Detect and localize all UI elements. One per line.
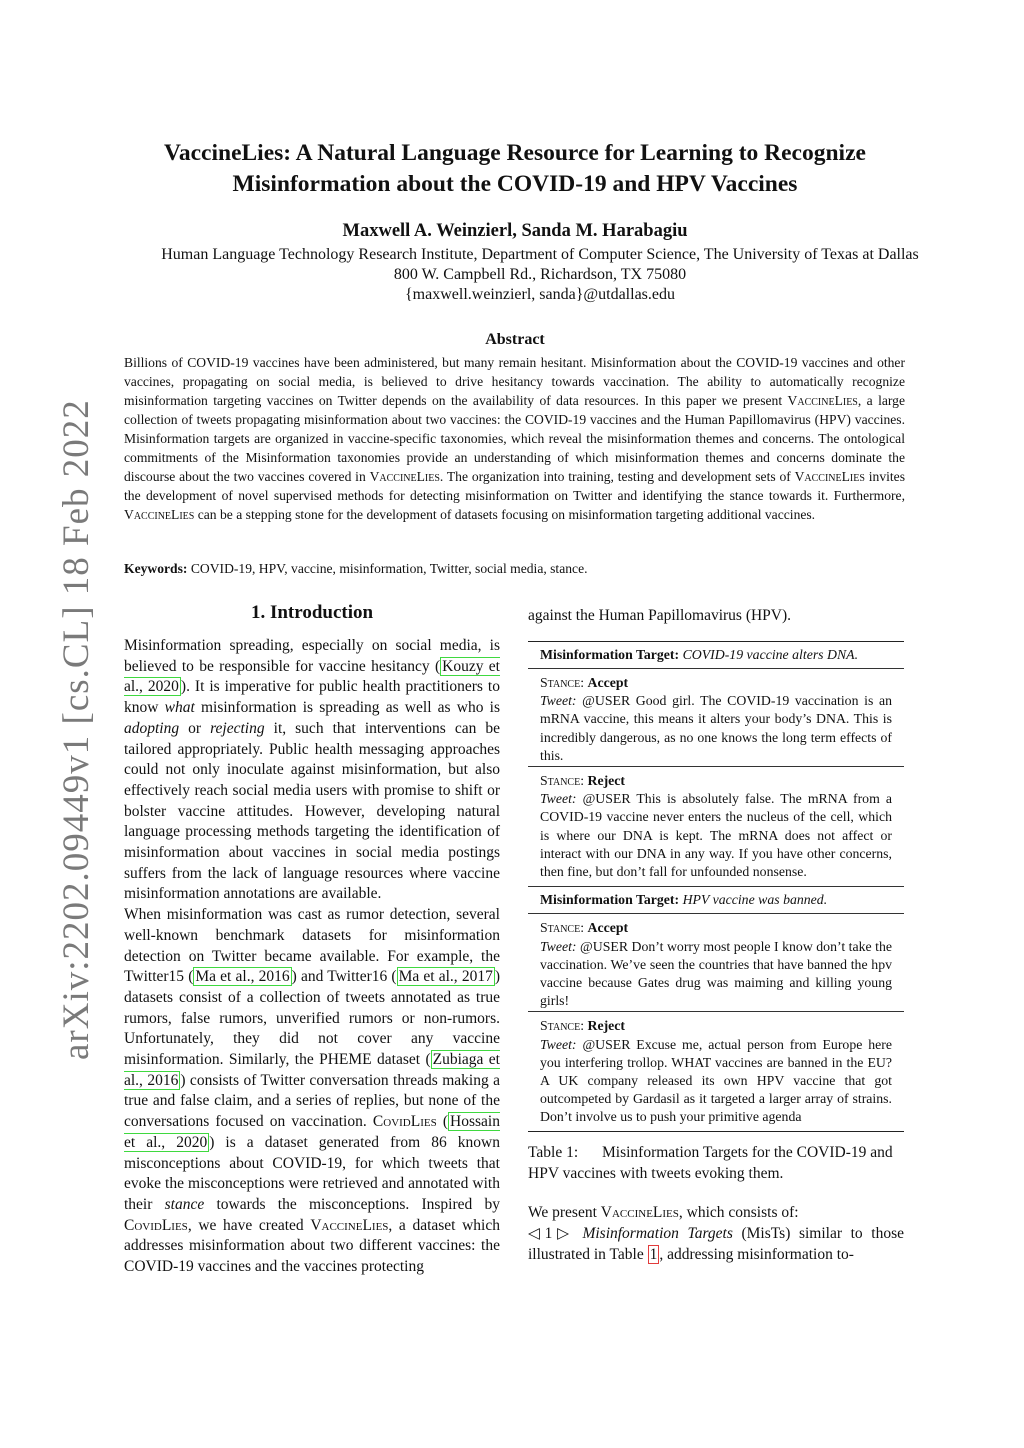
dataset-name: VaccineLies bbox=[310, 1216, 389, 1234]
misinformation-target-row: Misinformation Target: HPV vaccine was banned. bbox=[528, 886, 904, 914]
intro-paragraph-2: When misinformation was cast as rumor detection, several well-known benchmark datasets for misinformation detection on Twitter became available. For example, the Twitter15 ( Ma et al., 2016 ) and Twitter16 ( Ma et al., 2017 ) datasets consist of a collection of tweets annotated as true rumors, false rumors, unverified rumors or non-rumors. Unfortunately, they did not cover any vaccine misinformation. Similarly, the PHEME dataset ( Zubiaga et al., 2016 ) consists of Twitter conversation threads making a true and false claim, and a series of replies, but none of the conversations focused on vaccination. CovidLies ( Hossain et al., 2020 ) is a dataset generated from 86 known misconceptions about COVID-19, for which tweets that evoke the misconceptions were retrieved and annotated with their stance towards the misconceptions. Inspired by CovidLies, we have created VaccineLies, a dataset which addresses misinformation about two different vaccines: the COVID-19 vaccines and the vaccines protecting bbox=[124, 906, 501, 1276]
paper-title: VaccineLies: A Natural Language Resource for Learning to Recognize Misinformation about the COVID-19 and HPV Vaccines bbox=[164, 140, 866, 197]
intro-paragraph-1: Misinformation spreading, especially on social media, is believed to be responsible for vaccine hesitancy ( Kouzy et al., 2020 ). It is imperative for public health practitioners to know what misinformation is spreading as well as who is adopting or rejecting it, such that interventions can be tailored appropriately. Public health messaging approaches could not only inoculate against misinformation, but also effectively reach social media users with promise to shift or bolster vaccine attitudes. However, developing natural language processing methods targeting the identification of misinformation about vaccines in social media postings suffers from the lack of language resources where vaccine misinformation annotations are available. bbox=[124, 637, 500, 903]
citation-link[interactable]: Ma et al., 2017 bbox=[398, 968, 493, 986]
list-marker: ◁1▷ bbox=[528, 1224, 574, 1242]
citation-link[interactable]: Ma et al., 2016 bbox=[195, 968, 290, 986]
dataset-name: VaccineLies bbox=[124, 507, 195, 522]
keywords bbox=[124, 561, 905, 577]
dataset-name: VaccineLies bbox=[369, 469, 440, 484]
affiliation-email: {maxwell.weinzierl, sanda}@utdallas.edu bbox=[404, 286, 675, 303]
section-heading-introduction: 1. Introduction bbox=[250, 602, 374, 623]
citation-link[interactable]: Zubiaga et al., 2016 bbox=[124, 1051, 500, 1089]
stance-entry: Stance: Accept Tweet: @USER Don’t worry most people I know don’t take the vaccination. We’ve seen the countries that have banned the hpv vaccine because Gates drug was maiming and killing young girls! bbox=[540, 920, 892, 1009]
affiliation bbox=[40, 245, 1024, 305]
abstract-heading: Abstract bbox=[485, 331, 545, 348]
table-caption: Table 1: Misinformation Targets for the COVID-19 and HPV vaccines with tweets evoking them. bbox=[528, 1143, 893, 1182]
continuation-text: against the Human Papillomavirus (HPV). bbox=[528, 607, 792, 624]
table-1 bbox=[528, 641, 904, 1132]
affiliation-address: 800 W. Campbell Rd., Richardson, TX 75080 bbox=[393, 266, 687, 283]
contributions-paragraph: We present VaccineLies, which consists of: ◁1▷ Misinformation Targets (MisTs) similar to those illustrated in Table 1 , addressing misinformation to- bbox=[528, 1203, 905, 1263]
dataset-name: CovidLies bbox=[124, 1216, 188, 1234]
keywords-label: Keywords: bbox=[124, 561, 188, 576]
citation-link[interactable]: Hossain et al., 2020 bbox=[124, 1113, 500, 1151]
abstract-body: Billions of COVID-19 vaccines have been administered, but many remain hesitant. Misinformation about the COVID-19 vaccines and other vaccines, propagating on social media, is believed to drive hesitancy towards vaccination. The ability to automatically recognize misinformation targeting vaccines on Twitter depends on the availability of data resources. In this paper we present VaccineLies, a large collection of tweets propagating misinformation about two vaccines: the COVID-19 vaccines and the Human Papillomavirus (HPV) vaccines. Misinformation targets are organized in vaccine-specific taxonomies, which reveal the misinformation themes and concerns. The ontological commitments of the Misinformation taxonomies provide an understanding of which misinformation themes and concerns dominate the discourse about the two vaccines covered in VaccineLies. The organization into training, testing and development sets of VaccineLies invites the development of novel supervised methods for detecting misinformation on Twitter and identifying the stance towards it. Furthermore, VaccineLies can be a stepping stone for the development of datasets focusing on misinformation targeting additional vaccines. bbox=[124, 355, 906, 522]
arxiv-identifier: arXiv:2202.09449v1 [cs.CL] 18 Feb 2022 bbox=[56, 399, 97, 1060]
paper-authors: Maxwell A. Weinzierl, Sanda M. Harabagiu bbox=[342, 221, 688, 241]
table-reference-link[interactable]: 1 bbox=[649, 1245, 658, 1263]
dataset-name: VaccineLies bbox=[794, 469, 865, 484]
left-column bbox=[124, 600, 500, 1278]
stance-entry: Stance: Reject Tweet: @USER Excuse me, actual person from Europe here you interfering trollop. WHAT vaccines are banned in the EU? A UK company released its own HPV vaccine that got outcompeted by Gardasil as it targeted a larger array of strains. Don’t involve us to push your primitive agenda bbox=[528, 1011, 904, 1130]
citation-link[interactable]: Kouzy et al., 2020 bbox=[124, 657, 500, 696]
misinformation-target-row: Misinformation Target: COVID-19 vaccine alters DNA. bbox=[528, 642, 904, 669]
dataset-name: CovidLies bbox=[372, 1113, 437, 1131]
right-column bbox=[528, 606, 904, 1265]
dataset-name: VaccineLies bbox=[600, 1203, 679, 1221]
affiliation-institute: Human Language Technology Research Institute, Department of Computer Science, The University of Texas at Dallas bbox=[161, 246, 919, 263]
dataset-name: VaccineLies bbox=[787, 393, 858, 408]
stance-entry: Stance: Reject Tweet: @USER This is absolutely false. The mRNA from a COVID-19 vaccine never enters the nucleus of the cell, which is where our DNA is kept. The mRNA does not affect or interact with our DNA in any way. If you have other concerns, then fine, but don’t fall for unfounded nonsense. bbox=[528, 766, 904, 882]
keywords-list: COVID-19, HPV, vaccine, misinformation, Twitter, social media, stance. bbox=[190, 561, 588, 576]
arxiv-sidebar bbox=[30, 399, 97, 1060]
stance-entry: Stance: Accept Tweet: @USER Good girl. The COVID-19 vaccination is an mRNA vaccine, this means it alters your body’s DNA. This is incredibly dangerous, as no one knows the long term effects of this. bbox=[540, 674, 892, 763]
